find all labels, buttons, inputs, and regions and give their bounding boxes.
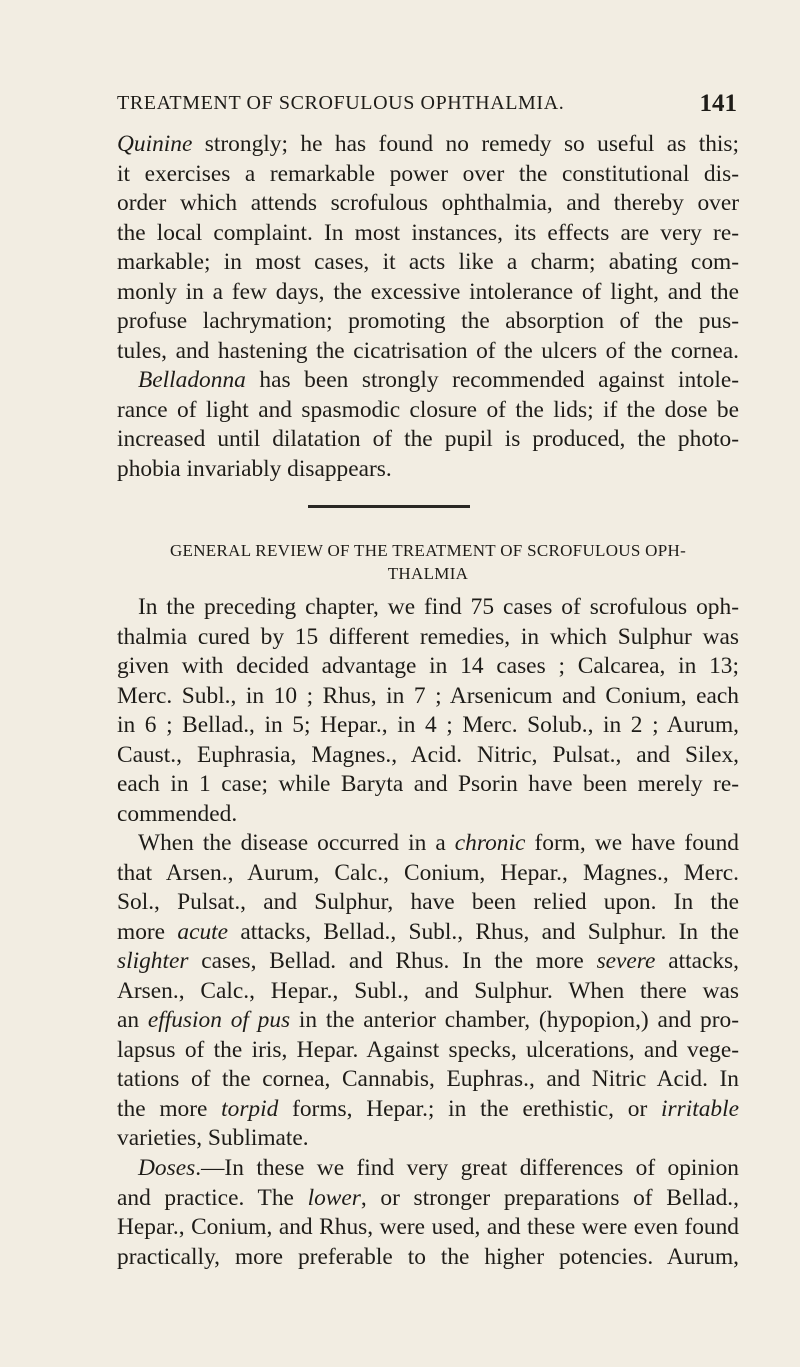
text-line: and practice. The lower, or stronger preparations of Bellad., [117, 1184, 740, 1211]
text-line: the local complaint. In most instances, its effects are very re- [117, 219, 739, 246]
text-line: phobia invariably disappears. [117, 455, 392, 482]
page-number: 141 [699, 90, 737, 117]
text-line: it exercises a remarkable power over the constitutional dis- [117, 160, 739, 187]
text-line: In the preceding chapter, we find 75 cases of scrofulous oph- [138, 594, 739, 620]
text-line: Belladonna has been strongly recommended against intole- [138, 367, 739, 393]
text-line: practically, more preferable to the higher potencies. Aurum, [117, 1243, 739, 1270]
section-heading-line-2: THALMIA [387, 564, 469, 583]
page-header [117, 92, 737, 122]
emphasis: Doses [138, 1155, 196, 1181]
text-line: monly in a few days, the excessive intolerance of light, and the [117, 278, 739, 305]
text-line: thalmia cured by 15 different remedies, in which Sulphur was [117, 623, 739, 650]
emphasis: acute [177, 918, 229, 945]
emphasis: slighter [117, 948, 189, 974]
text-line: given with decided advantage in 14 cases ; Calcarea, in 13; [117, 653, 739, 679]
emphasis: Belladonna [138, 367, 246, 393]
text-line: Caust., Euphrasia, Magnes., Acid. Nitric, Pulsat., and Silex, [117, 741, 739, 768]
text-line: increased until dilatation of the pupil is produced, the photo- [117, 426, 739, 452]
text-line: Arsen., Calc., Hepar., Subl., and Sulphur. When there was [117, 977, 739, 1004]
text-line: lapsus of the iris, Hepar. Against specks, ulcerations, and vege- [117, 1036, 739, 1063]
text-line: an effusion of pus in the anterior chamber, (hypopion,) and pro- [117, 1007, 739, 1033]
text-line: order which attends scrofulous ophthalmia, and thereby over [117, 190, 739, 216]
emphasis: chronic [454, 830, 526, 856]
text-line: profuse lachrymation; promoting the absorption of the pus- [117, 308, 739, 334]
text-line: in 6 ; Bellad., in 5; Hepar., in 4 ; Merc. Solub., in 2 ; Aurum, [117, 712, 739, 738]
section-heading-line-1: GENERAL REVIEW OF THE TREATMENT OF SCROFULOUS OPH- [169, 541, 687, 560]
emphasis: torpid [221, 1095, 279, 1122]
text-line: the more torpid forms, Hepar.; in the erethistic, or irritable [117, 1095, 739, 1122]
paragraph-belladonna [117, 366, 739, 484]
emphasis: severe [596, 948, 656, 974]
text-line: Merc. Subl., in 10 ; Rhus, in 7 ; Arsenicum and Conium, each [117, 682, 739, 709]
emphasis: Quinine [117, 131, 193, 157]
text-line: tules, and hastening the cicatrisation of the ulcers of the cornea. [117, 337, 739, 364]
paragraph-quinine [117, 130, 739, 366]
paragraph-review [117, 593, 739, 829]
emphasis: effusion of pus [147, 1007, 291, 1033]
text-line: rance of light and spasmodic closure of the lids; if the dose be [117, 396, 739, 423]
text-line: Hepar., Conium, and Rhus, were used, and these were even found [117, 1214, 739, 1240]
paragraph-doses [117, 1154, 739, 1272]
paragraph-chronic [117, 829, 739, 1154]
text-line: varieties, Sublimate. [117, 1125, 309, 1151]
running-title: TREATMENT OF SCROFULOUS OPHTHALMIA. [117, 92, 565, 114]
text-line: When the disease occurred in a chronic form, we have found [138, 830, 739, 856]
text-line: commended. [117, 800, 238, 827]
text-line: slighter cases, Bellad. and Rhus. In the more severe attacks, [117, 948, 739, 974]
text-line: each in 1 case; while Baryta and Psorin have been merely re- [117, 771, 739, 797]
text-line: Sol., Pulsat., and Sulphur, have been relied upon. In the [117, 889, 739, 915]
text-line: that Arsen., Aurum, Calc., Conium, Hepar., Magnes., Merc. [117, 859, 739, 886]
text-line: more acute attacks, Bellad., Subl., Rhus, and Sulphur. In the [117, 918, 739, 945]
text-line: Doses.—In these we find very great differences of opinion [138, 1155, 739, 1181]
emphasis: irritable [661, 1095, 739, 1122]
section-divider [308, 505, 470, 508]
text-line: tations of the cornea, Cannabis, Euphras., and Nitric Acid. In [117, 1066, 739, 1092]
text-line: markable; in most cases, it acts like a charm; abating com- [117, 249, 739, 275]
emphasis: lower [307, 1184, 361, 1211]
text-line: Quinine strongly; he has found no remedy so useful as this; [117, 131, 739, 157]
